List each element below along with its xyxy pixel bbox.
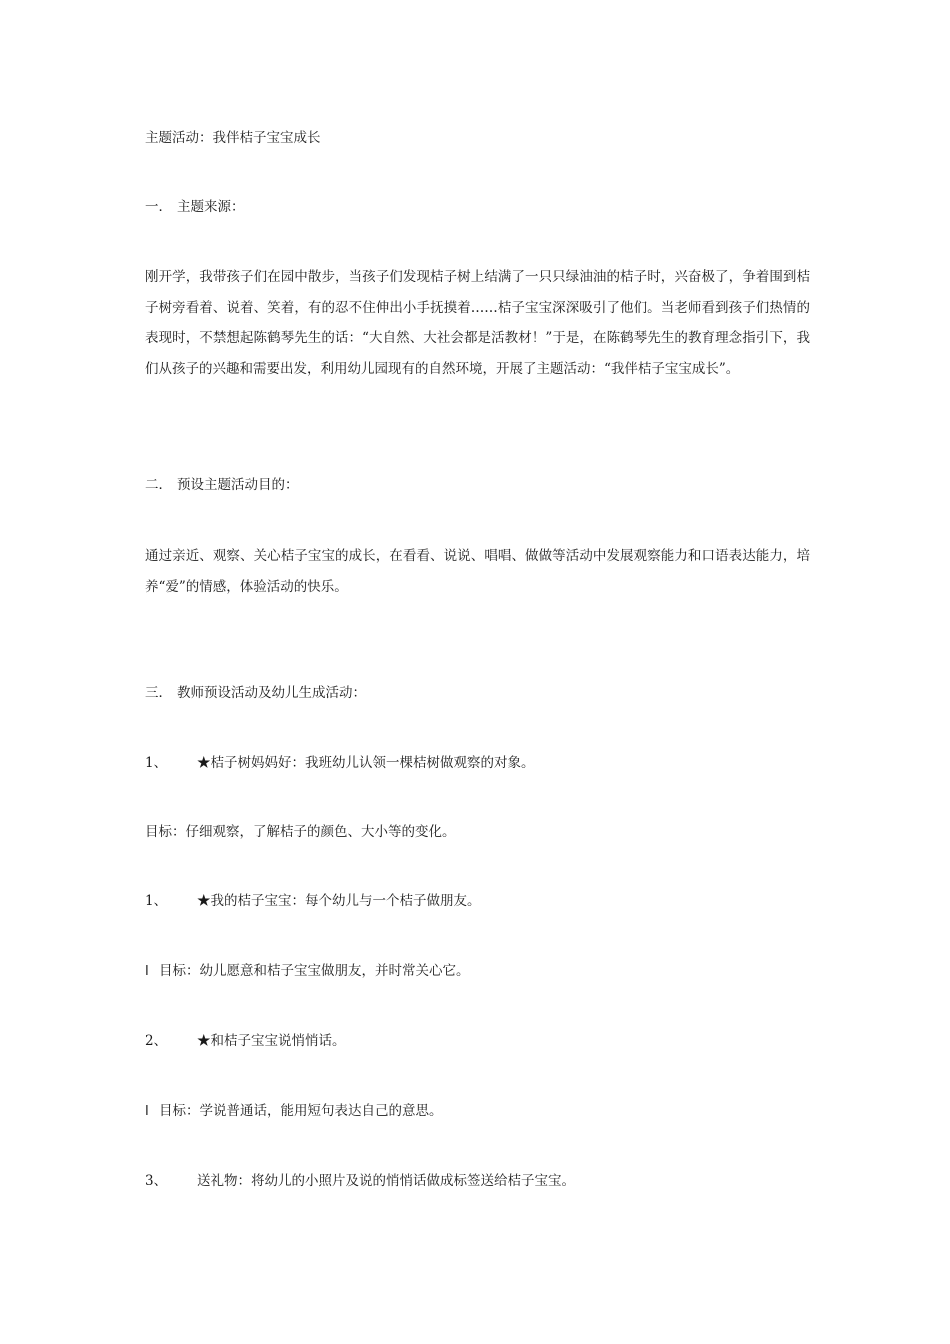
- item-number: 1、: [145, 893, 168, 909]
- section-heading-source: [145, 197, 245, 217]
- activity-item: [145, 1171, 575, 1191]
- item-text: 目标：仔细观察，了解桔子的颜色、大小等的变化。: [145, 824, 456, 840]
- activity-item: [145, 753, 535, 773]
- item-text: ★和桔子宝宝说悄悄话。: [197, 1033, 346, 1049]
- bullet-marker: l: [145, 1103, 149, 1119]
- section-number: 一．: [145, 199, 172, 215]
- activity-goal: [145, 1101, 443, 1121]
- section-number: 二．: [145, 477, 172, 493]
- section-heading-goals: [145, 475, 299, 495]
- bullet-marker: l: [145, 963, 149, 979]
- item-text: 目标：学说普通话，能用短句表达自己的意思。: [159, 1103, 443, 1119]
- item-number: 3、: [145, 1173, 168, 1189]
- item-text: ★我的桔子宝宝：每个幼儿与一个桔子做朋友。: [197, 893, 481, 909]
- section-heading-text: 预设主题活动目的：: [177, 477, 299, 493]
- source-paragraph: 刚开学，我带孩子们在园中散步，当孩子们发现桔子树上结满了一只只绿油油的桔子时，兴奋极了，争着围到桔子树旁看着、说着、笑着，有的忍不住伸出小手抚摸着……桔子宝宝深深吸引了他们。当老师看到孩子们热情的表现时，不禁想起陈鹤琴先生的话：“大自然、大社会都是活教材！”于是，在陈鹤琴先生的教育理念指引下，我们从孩子的兴趣和需要出发，利用幼儿园现有的自然环境，开展了主题活动：“我伴桔子宝宝成长”。: [145, 269, 810, 377]
- goals-paragraph: 通过亲近、观察、关心桔子宝宝的成长，在看看、说说、唱唱、做做等活动中发展观察能力和口语表达能力，培养“爱”的情感，体验活动的快乐。: [145, 548, 810, 595]
- item-text: 目标：幼儿愿意和桔子宝宝做朋友，并时常关心它。: [159, 963, 470, 979]
- section-number: 三．: [145, 685, 172, 701]
- section-heading-text: 教师预设活动及幼儿生成活动：: [177, 685, 366, 701]
- item-number: 1、: [145, 755, 168, 771]
- item-text: ★桔子树妈妈好：我班幼儿认领一棵桔树做观察的对象。: [197, 755, 535, 771]
- activity-item: [145, 891, 481, 911]
- section-heading-text: 主题来源：: [177, 199, 245, 215]
- activity-goal: [145, 961, 470, 981]
- item-text: 送礼物：将幼儿的小照片及说的悄悄话做成标签送给桔子宝宝。: [197, 1173, 575, 1189]
- activity-item: [145, 1031, 346, 1051]
- page-title: 主题活动：我伴桔子宝宝成长: [145, 130, 321, 146]
- activity-goal: [145, 822, 456, 842]
- item-number: 2、: [145, 1033, 168, 1049]
- section-heading-activities: [145, 683, 366, 703]
